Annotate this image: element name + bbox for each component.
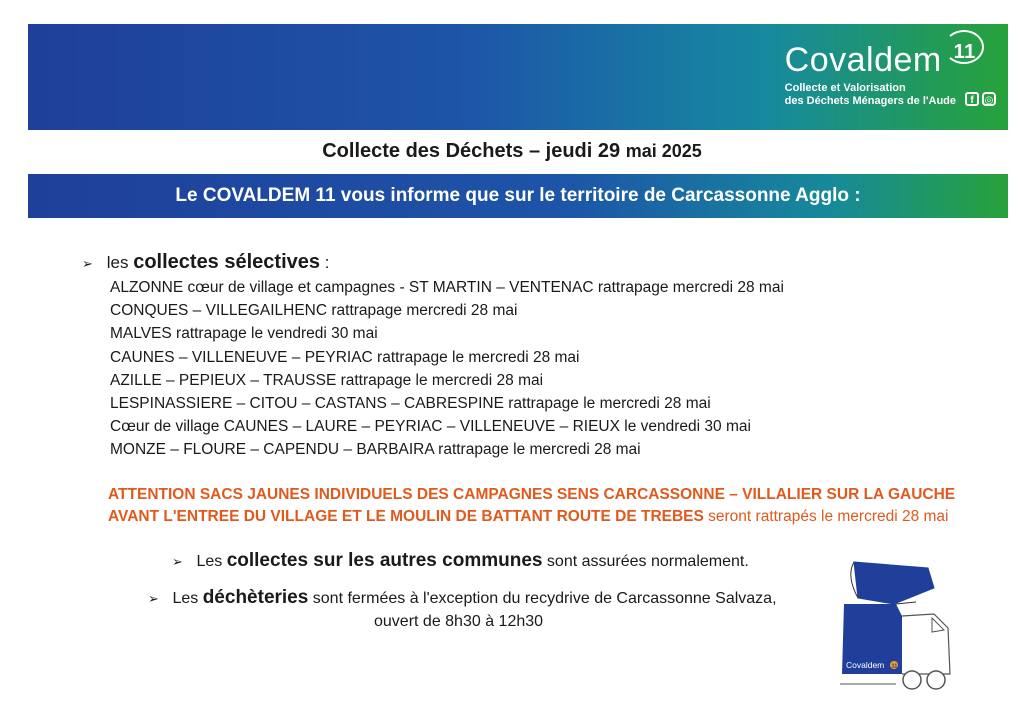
selective-suffix: : xyxy=(324,253,330,272)
logo-word xyxy=(784,41,976,79)
dechet-suffix: sont fermées à l'exception du recydrive de Carcassonne Salvaza, xyxy=(308,590,777,607)
list-item: MONZE – FLOURE – CAPENDU – BARBAIRA rattrapage le mercredi 28 mai xyxy=(110,441,641,459)
logo-subtitle-line-2: des Déchets Ménagers de l'Aude xyxy=(784,95,956,107)
header-banner xyxy=(28,24,1008,130)
facebook-icon: f xyxy=(965,92,979,106)
list-item: Cœur de village CAUNES – LAURE – PEYRIAC – VILLENEUVE – RIEUX le vendredi 30 mai xyxy=(110,418,751,436)
dechetteries-hours: ouvert de 8h30 à 12h30 xyxy=(374,613,544,630)
list-item: MALVES rattrapage le vendredi 30 mai xyxy=(110,325,378,343)
logo-text: Covaldem xyxy=(784,41,942,79)
list-item: AZILLE – PEPIEUX – TRAUSSE rattrapage le mercredi 28 mai xyxy=(110,371,544,389)
attention-tail: seront rattrapés le mercredi 28 mai xyxy=(703,508,949,525)
others-suffix: sont assurées normalement. xyxy=(542,553,749,570)
list-item: LESPINASSIERE – CITOU – CASTANS – CABRESPINE rattrapage le mercredi 28 mai xyxy=(110,395,711,413)
title-main: Collecte des Déchets – jeudi 29 xyxy=(322,140,621,162)
logo-subtitle xyxy=(785,82,956,108)
subtitle-banner: Le COVALDEM 11 vous informe que sur le territoire de Carcassonne Agglo : xyxy=(28,174,1008,218)
selective-list xyxy=(110,276,784,462)
arrow-bullet-icon: ➢ xyxy=(82,256,93,271)
logo-subtitle-line-1: Collecte et Valorisation xyxy=(784,82,906,94)
selective-heading xyxy=(82,251,329,274)
other-communes xyxy=(172,550,749,572)
truck-number: 11 xyxy=(891,663,898,670)
garbage-truck-icon xyxy=(836,556,966,696)
attention-text: ATTENTION SACS JAUNES INDIVIDUELS DES CAMPAGNES SENS CARCASSONNE – VILLALIER SUR LA GAUCHE AVANT L'ENTREE DU VILLAGE ET LE MOULIN DE BATTANT ROUTE DE TREBES xyxy=(108,486,956,525)
selective-prefix: les xyxy=(106,253,129,272)
others-bold: collectes sur les autres communes xyxy=(226,550,543,571)
dechetteries-notice xyxy=(148,587,777,609)
selective-bold: collectes sélectives xyxy=(133,251,320,273)
instagram-icon: ◎ xyxy=(982,92,996,106)
list-item: CONQUES – VILLEGAILHENC rattrapage mercredi 28 mai xyxy=(110,302,518,320)
logo-number: 11 xyxy=(953,41,976,63)
page-title xyxy=(0,140,1024,163)
dechet-bold: déchèteries xyxy=(202,587,309,608)
title-date: mai 2025 xyxy=(625,141,702,161)
social-icons xyxy=(965,92,996,106)
arrow-bullet-icon: ➢ xyxy=(148,591,159,606)
list-item: CAUNES – VILLENEUVE – PEYRIAC rattrapage le mercredi 28 mai xyxy=(110,348,580,366)
truck-label: Covaldem xyxy=(846,660,885,670)
list-item: ALZONNE cœur de village et campagnes - ST MARTIN – VENTENAC rattrapage mercredi 28 mai xyxy=(110,279,784,296)
dechet-prefix: Les xyxy=(172,590,203,607)
attention-notice xyxy=(108,484,988,528)
covaldem-logo xyxy=(784,41,994,108)
others-prefix: Les xyxy=(196,553,227,570)
arrow-bullet-icon: ➢ xyxy=(172,554,183,569)
